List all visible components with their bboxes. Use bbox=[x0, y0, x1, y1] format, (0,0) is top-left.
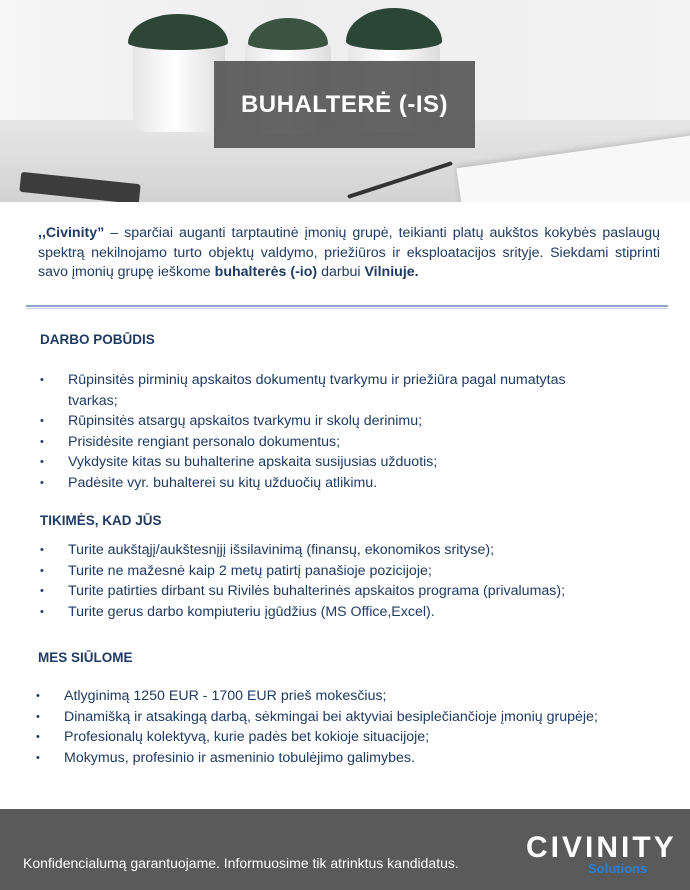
list-item: • Rūpinsitės pirminių apskaitos dokumentų tvarkymu ir priežiūra pagal numatytas tvarkas; bbox=[38, 370, 638, 411]
list-item: • Dinamišką ir atsakingą darbą, sėkmingai bei aktyviai besiplečiančioje įmonių grupėje; bbox=[34, 707, 679, 728]
page-title: BUHALTERĖ (-IS) bbox=[240, 90, 449, 118]
intro-text-1: – sparčiai auganti tarptautinė įmonių grupė, teikianti platų aukštos kokybės paslaugų spektrą nekilnojamo turto objektų valdymo, priežiūros ir eksploatacijos srityje. Siekdami stiprinti savo įmonių grupę ieškome bbox=[38, 225, 660, 280]
logo-wordmark: CIVINITY bbox=[526, 831, 677, 864]
footer-text: Konfidencialumą garantuojame. Informuosime tik atrinktus kandidatus. bbox=[23, 855, 459, 871]
work-list bbox=[38, 370, 638, 493]
logo-subtitle: Solutions bbox=[588, 861, 648, 876]
intro-paragraph bbox=[38, 224, 660, 283]
list-item: • Rūpinsitės atsargų apskaitos tvarkymu ir skolų derinimu; bbox=[38, 411, 638, 432]
list-item: • Profesionalų kolektyvą, kurie padės bet kokioje situacijoje; bbox=[34, 727, 679, 748]
city-name: Vilniuje. bbox=[364, 264, 419, 280]
list-item: • Vykdysite kitas su buhalterine apskaita susijusias užduotis; bbox=[38, 452, 638, 473]
list-item: • Turite aukštąjį/aukštesnįjį išsilavinimą (finansų, ekonomikos srityse); bbox=[38, 540, 678, 561]
list-item: • Padėsite vyr. buhalterei su kitų užduočių atlikimu. bbox=[38, 473, 638, 494]
footer bbox=[0, 809, 690, 890]
position-name: buhalterės (-io) bbox=[214, 264, 318, 280]
divider-line bbox=[26, 305, 668, 307]
section-heading-expectations: TIKIMĖS, KAD JŪS bbox=[40, 513, 162, 528]
expectations-list bbox=[38, 540, 678, 622]
list-item: • Atlyginimą 1250 EUR - 1700 EUR prieš mokesčius; bbox=[34, 686, 679, 707]
list-item: • Prisidėsite rengiant personalo dokumentus; bbox=[38, 432, 638, 453]
civinity-logo bbox=[526, 831, 677, 876]
list-item: • Turite patirties dirbant su Rivilės buhalterinės apskaitos programa (privalumas); bbox=[38, 581, 678, 602]
plant-pot-left bbox=[133, 44, 225, 132]
list-item: • Turite ne mažesnė kaip 2 metų patirtį panašioje pozicijoje; bbox=[38, 561, 678, 582]
company-name: ,,Civinity” bbox=[38, 225, 105, 241]
section-heading-work: DARBO POBŪDIS bbox=[40, 332, 155, 347]
list-item: • Turite gerus darbo kompiuteriu įgūdžius (MS Office,Excel). bbox=[38, 602, 678, 623]
hero-image bbox=[0, 0, 690, 202]
offer-list bbox=[34, 686, 679, 768]
list-item: • Mokymus, profesinio ir asmeninio tobulėjimo galimybes. bbox=[34, 748, 679, 769]
title-box bbox=[214, 61, 475, 148]
section-heading-offer: MES SIŪLOME bbox=[38, 650, 133, 665]
intro-text-2: darbui bbox=[317, 264, 365, 280]
